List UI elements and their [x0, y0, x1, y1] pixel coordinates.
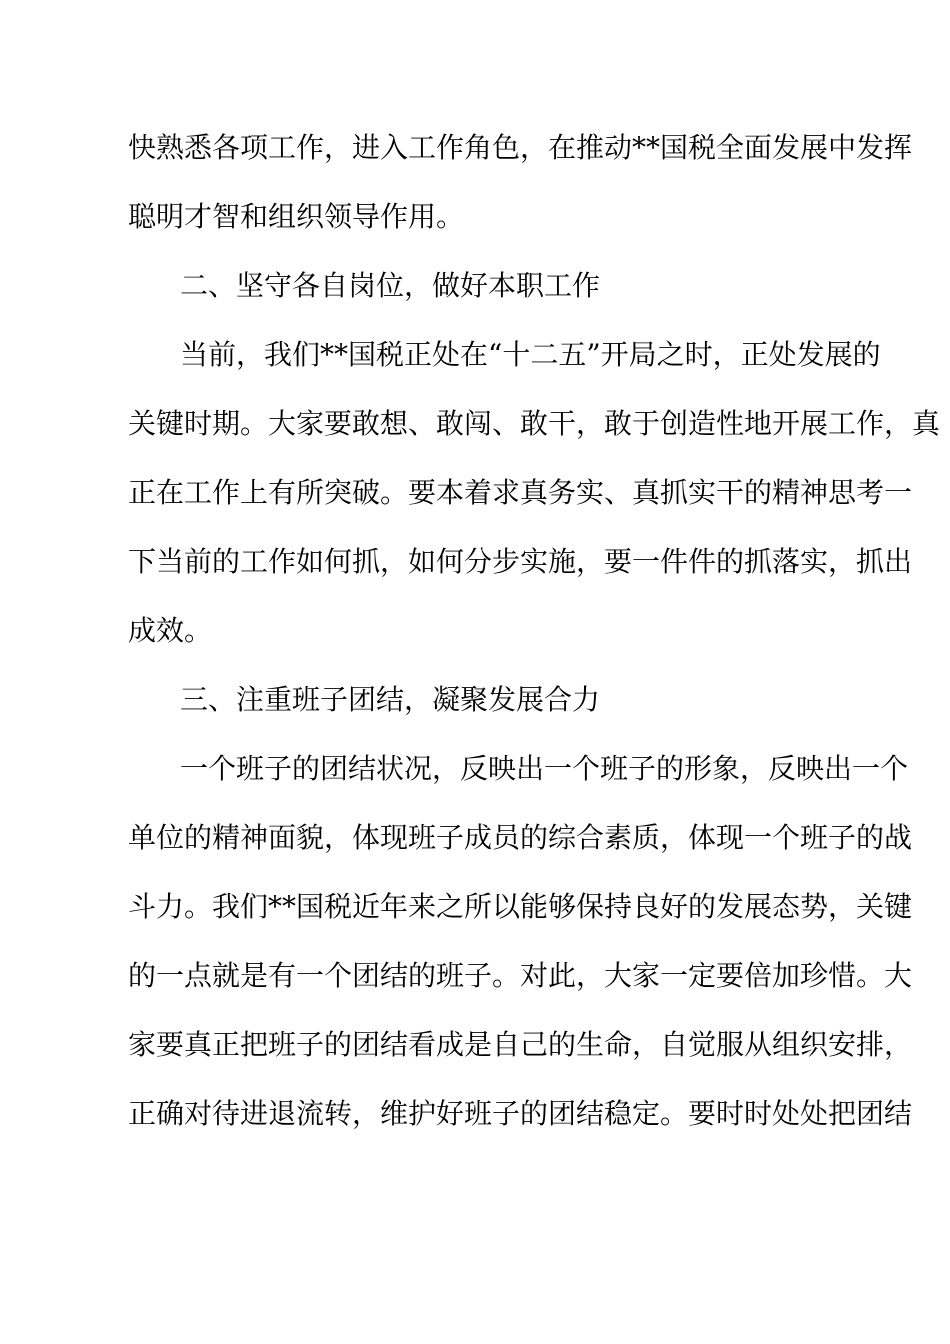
paragraph-line: 成效。 — [128, 614, 213, 647]
paragraph-line: 正确对待进退流转，维护好班子的团结稳定。要时时处处把团结 — [128, 1097, 913, 1130]
paragraph-line: 斗力。我们**国税近年来之所以能够保持良好的发展态势，关键 — [128, 890, 913, 923]
section-heading: 三、注重班子团结，凝聚发展合力 — [180, 683, 601, 716]
paragraph-line: 下当前的工作如何抓，如何分步实施，要一件件的抓落实，抓出 — [128, 545, 913, 578]
paragraph-line: 单位的精神面貌，体现班子成员的综合素质，体现一个班子的战 — [128, 821, 913, 854]
section-heading: 二、坚守各自岗位，做好本职工作 — [180, 269, 601, 302]
paragraph-line: 当前，我们**国税正处在“十二五”开局之时，正处发展的 — [180, 338, 881, 371]
paragraph-line: 快熟悉各项工作，进入工作角色，在推动**国税全面发展中发挥 — [128, 131, 913, 164]
paragraph-line: 聪明才智和组织领导作用。 — [128, 200, 465, 233]
paragraph-line: 家要真正把班子的团结看成是自己的生命，自觉服从组织安排， — [128, 1028, 913, 1061]
paragraph-line: 关键时期。大家要敢想、敢闯、敢干，敢于创造性地开展工作，真 — [128, 407, 941, 440]
paragraph-line: 正在工作上有所突破。要本着求真务实、真抓实干的精神思考一 — [128, 476, 913, 509]
paragraph-line: 一个班子的团结状况，反映出一个班子的形象，反映出一个 — [180, 752, 909, 785]
paragraph-line: 的一点就是有一个团结的班子。对此，大家一定要倍加珍惜。大 — [128, 959, 913, 992]
